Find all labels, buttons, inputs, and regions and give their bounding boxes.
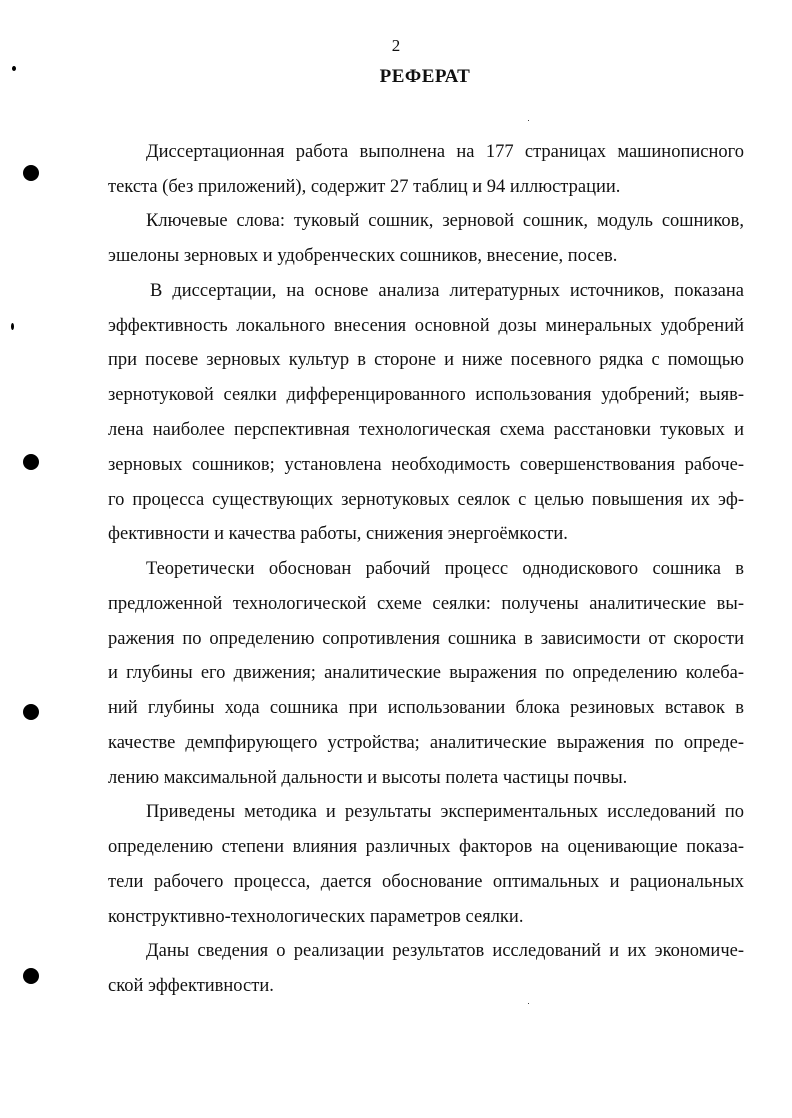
paragraph-4-line-4: и глубины его движения; аналитические выражения по определению колеба- xyxy=(108,663,744,683)
scan-speck xyxy=(528,1003,529,1004)
paragraph-4-line-1: Теоретически обоснован рабочий процесс однодискового сошника в xyxy=(146,559,744,579)
paragraph-6-line-2: ской эффективности. xyxy=(108,976,274,996)
scan-speck xyxy=(528,120,529,121)
punch-hole xyxy=(23,704,39,720)
paragraph-2-line-2: эшелоны зерновых и удобренческих сошников, внесение, посев. xyxy=(108,246,618,266)
paragraph-3-line-4: зернотуковой сеялки дифференцированного использования удобрений; выяв- xyxy=(108,385,744,405)
paragraph-4-line-2: предложенной технологической схеме сеялки: получены аналитические вы- xyxy=(108,594,744,614)
paragraph-3-line-7: го процесса существующих зернотуковых сеялок с целью повышения их эф- xyxy=(108,490,744,510)
punch-hole xyxy=(23,454,39,470)
scan-speck xyxy=(12,66,16,71)
paragraph-5-line-3: тели рабочего процесса, дается обоснование оптимальных и рациональных xyxy=(108,872,744,892)
page-title: РЕФЕРАТ xyxy=(379,66,471,87)
paragraph-3-line-8: фективности и качества работы, снижения энергоёмкости. xyxy=(108,524,568,544)
paragraph-5-line-1: Приведены методика и результаты экспериментальных исследований по xyxy=(146,802,744,822)
paragraph-2-line-1: Ключевые слова: туковый сошник, зерновой сошник, модуль сошников, xyxy=(146,211,744,231)
paragraph-3-line-3: при посеве зерновых культур в стороне и ниже посевного рядка с помощью xyxy=(108,350,744,370)
paragraph-6-line-1: Даны сведения о реализации результатов исследований и их экономиче- xyxy=(146,941,744,961)
punch-hole xyxy=(23,968,39,984)
scan-speck xyxy=(11,323,14,330)
paragraph-3-line-1: В диссертации, на основе анализа литературных источников, показана xyxy=(150,281,744,301)
paragraph-3-line-2: эффективность локального внесения основной дозы минеральных удобрений xyxy=(108,316,744,336)
paragraph-4-line-3: ражения по определению сопротивления сошника в зависимости от скорости xyxy=(108,629,744,649)
paragraph-3-line-6: зерновых сошников; установлена необходимость совершенствования рабоче- xyxy=(108,455,744,475)
paragraph-5-line-2: определению степени влияния различных факторов на оценивающие показа- xyxy=(108,837,744,857)
paragraph-4-line-5: ний глубины хода сошника при использовании блока резиновых вставок в xyxy=(108,698,744,718)
paragraph-4-line-6: качестве демпфирующего устройства; аналитические выражения по опреде- xyxy=(108,733,744,753)
paragraph-4-line-7: лению максимальной дальности и высоты полета частицы почвы. xyxy=(108,768,628,788)
paragraph-1-line-1: Диссертационная работа выполнена на 177 страницах машинописного xyxy=(146,142,744,162)
paragraph-3-line-5: лена наиболее перспективная технологическая схема расстановки туковых и xyxy=(108,420,744,440)
paragraph-5-line-4: конструктивно-технологических параметров сеялки. xyxy=(108,907,524,927)
paragraph-1-line-2: текста (без приложений), содержит 27 таблиц и 94 иллюстрации. xyxy=(108,177,621,197)
punch-hole xyxy=(23,165,39,181)
page-number: 2 xyxy=(391,36,401,55)
